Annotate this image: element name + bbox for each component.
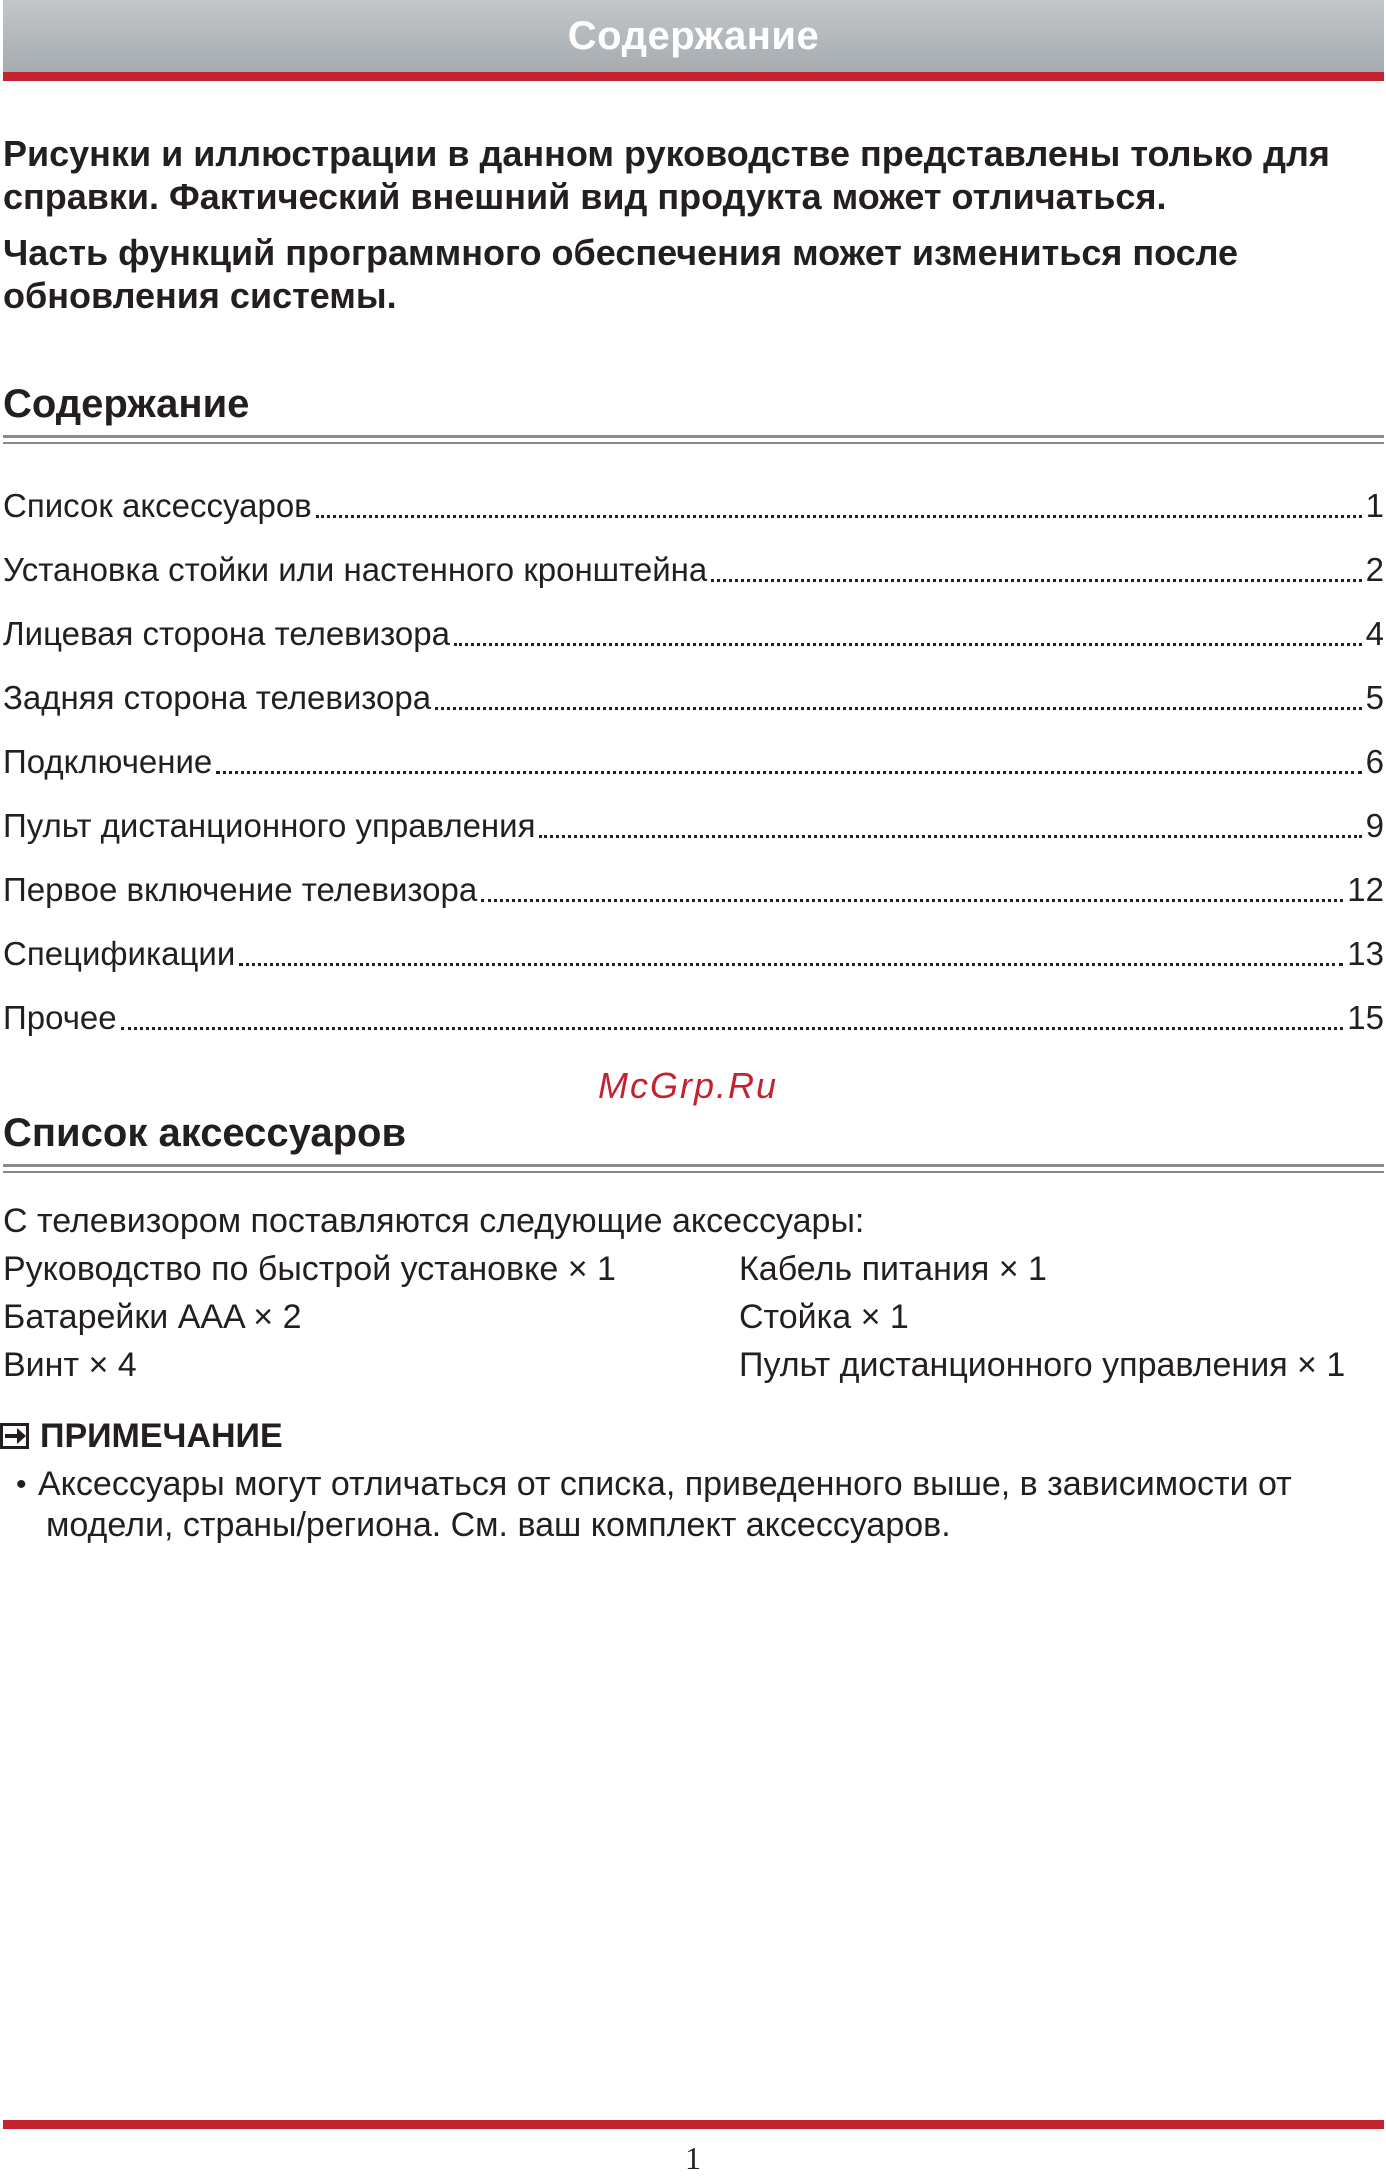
note-text-line: Аксессуары могут отличаться от списка, приведенного выше, в зависимости от bbox=[38, 1465, 1292, 1503]
disclaimer-software: Часть функций программного обеспечения может измениться после обновления системы. bbox=[3, 232, 1239, 316]
toc-leader-dots bbox=[454, 643, 1362, 646]
toc-item-label: Первое включение телевизора bbox=[3, 871, 478, 908]
toc-leader-dots bbox=[239, 963, 1343, 966]
toc-leader-dots bbox=[216, 771, 1361, 774]
top-banner bbox=[3, 0, 1384, 72]
toc-item-first-power-on[interactable] bbox=[3, 866, 1384, 910]
note-bullet: • bbox=[16, 1468, 27, 1501]
toc-leader-dots bbox=[481, 899, 1343, 902]
accessory-item: Батарейки AAA × 2 bbox=[3, 1298, 302, 1336]
accessory-item: Винт × 4 bbox=[3, 1346, 137, 1384]
accessory-item: Стойка × 1 bbox=[739, 1298, 909, 1336]
toc-item-other[interactable] bbox=[3, 994, 1384, 1038]
toc-item-label: Задняя сторона телевизора bbox=[3, 679, 432, 716]
toc-item-page: 5 bbox=[1365, 679, 1384, 716]
toc-item-page: 12 bbox=[1347, 871, 1384, 908]
banner-title: Содержание bbox=[567, 13, 820, 58]
note-title: ПРИМЕЧАНИЕ bbox=[40, 1417, 283, 1455]
toc-item-label: Список аксессуаров bbox=[3, 487, 312, 524]
toc-item-label: Лицевая сторона телевизора bbox=[3, 615, 450, 652]
toc-item-page: 1 bbox=[1365, 487, 1384, 524]
toc-item-stand-mount[interactable] bbox=[3, 546, 1384, 590]
toc-item-page: 6 bbox=[1365, 743, 1384, 780]
toc-item-page: 13 bbox=[1347, 935, 1384, 972]
toc-item-front-side[interactable] bbox=[3, 610, 1384, 654]
toc-item-accessories[interactable] bbox=[3, 482, 1384, 526]
accessories-heading: Список аксессуаров bbox=[3, 1111, 407, 1155]
toc-leader-dots bbox=[435, 707, 1362, 710]
toc-item-remote[interactable] bbox=[3, 802, 1384, 846]
toc-item-page: 2 bbox=[1365, 551, 1384, 588]
toc-heading-rule bbox=[3, 435, 1384, 444]
top-accent-bar bbox=[3, 72, 1384, 81]
toc-item-page: 4 bbox=[1365, 615, 1384, 652]
toc-item-label: Подключение bbox=[3, 743, 213, 780]
toc-leader-dots bbox=[711, 579, 1361, 582]
toc-item-label: Спецификации bbox=[3, 935, 236, 972]
note-arrow-icon bbox=[0, 1421, 30, 1451]
toc-leader-dots bbox=[121, 1027, 1344, 1030]
toc-item-connection[interactable] bbox=[3, 738, 1384, 782]
toc-item-label: Прочее bbox=[3, 999, 117, 1036]
toc-item-page: 15 bbox=[1347, 999, 1384, 1036]
accessory-item: Пульт дистанционного управления × 1 bbox=[739, 1346, 1346, 1384]
toc-heading: Содержание bbox=[3, 382, 250, 426]
accessories-heading-rule bbox=[3, 1164, 1384, 1173]
toc-leader-dots bbox=[539, 835, 1361, 838]
note-text-line: модели, страны/региона. См. ваш комплект аксессуаров. bbox=[46, 1506, 951, 1544]
toc-item-label: Пульт дистанционного управления bbox=[3, 807, 536, 844]
accessories-intro: С телевизором поставляются следующие аксессуары: bbox=[3, 1202, 865, 1240]
accessory-item: Руководство по быстрой установке × 1 bbox=[3, 1250, 616, 1288]
note-text bbox=[38, 1464, 1358, 1546]
note-heading bbox=[0, 1416, 283, 1456]
toc-item-back-side[interactable] bbox=[3, 674, 1384, 718]
toc-item-label: Установка стойки или настенного кронштейна bbox=[3, 551, 708, 588]
disclaimer-figures: Рисунки и иллюстрации в данном руководстве представлены только для справки. Фактический внешний вид продукта может отличаться. bbox=[3, 133, 1330, 217]
accessory-item: Кабель питания × 1 bbox=[739, 1250, 1047, 1288]
toc-leader-dots bbox=[316, 515, 1362, 518]
bottom-accent-bar bbox=[3, 2120, 1384, 2129]
toc-item-page: 9 bbox=[1365, 807, 1384, 844]
watermark: McGrp.Ru bbox=[598, 1065, 779, 1106]
page-number: 1 bbox=[685, 2140, 701, 2176]
toc-item-specifications[interactable] bbox=[3, 930, 1384, 974]
